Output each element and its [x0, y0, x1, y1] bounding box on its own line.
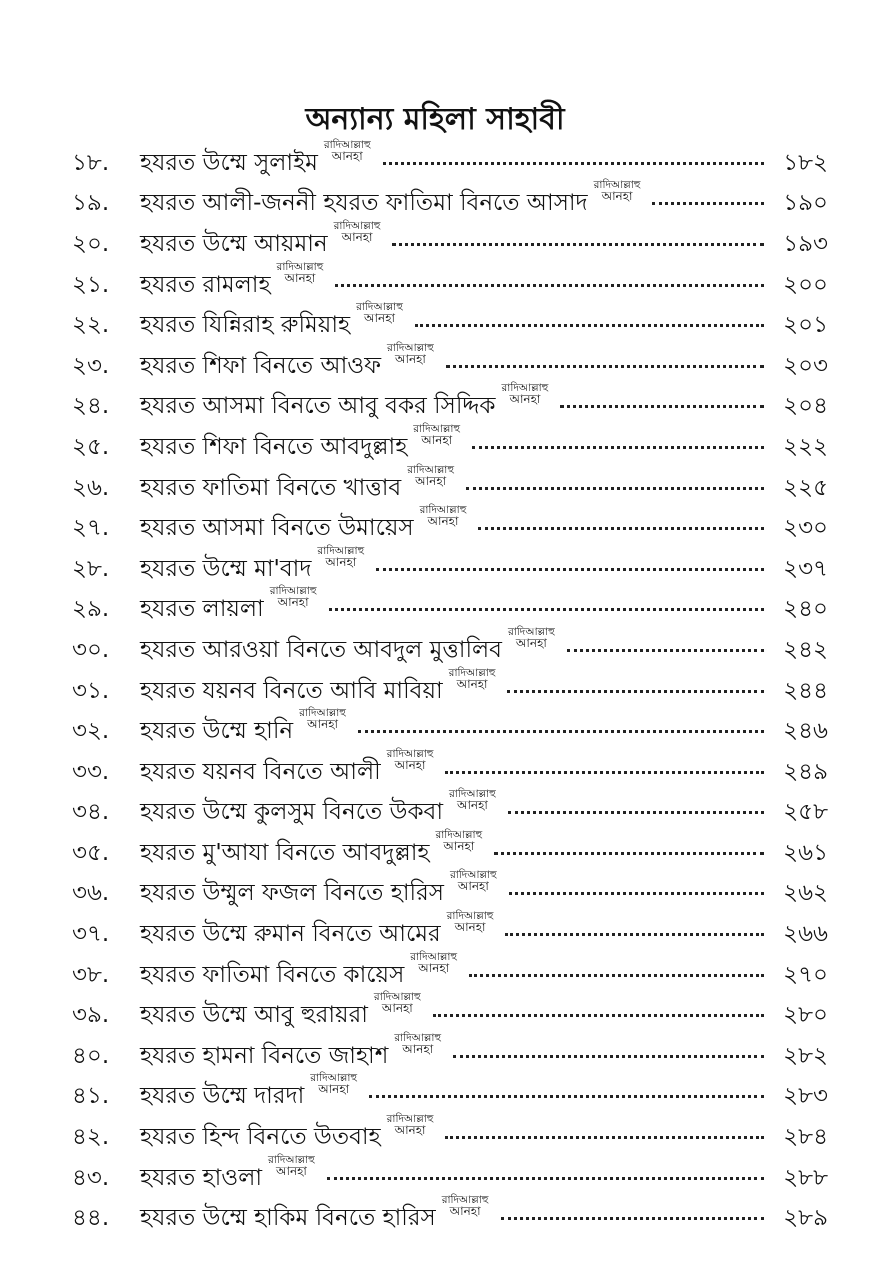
honorific-top: রাদিআল্লাহু	[410, 950, 458, 963]
dot-leader	[560, 387, 764, 408]
table-of-contents	[0, 138, 870, 1239]
toc-row[interactable]	[0, 1194, 870, 1239]
dot-leader	[508, 793, 764, 814]
entry-content	[140, 788, 828, 832]
page-number: ২৫৮	[783, 799, 828, 826]
entry-name: হযরত আলী-জননী হযরত ফাতিমা বিনতে আসাদ	[140, 190, 588, 217]
dot-leader	[383, 144, 764, 165]
entry-number: ৩২.	[72, 718, 110, 745]
honorific-bottom: আনহা	[443, 838, 475, 853]
dot-leader	[652, 184, 764, 205]
entry-name: হযরত উম্মে দারদা	[140, 1083, 305, 1110]
entry-number: ২৫.	[72, 433, 110, 460]
entry-content	[140, 382, 828, 426]
honorific	[270, 586, 317, 608]
dot-leader	[369, 1077, 764, 1098]
entry-name: হযরত উম্মে হাকিম বিনতে হারিস	[140, 1205, 436, 1232]
toc-row[interactable]	[0, 504, 870, 549]
honorific-top: রাদিআল্লাহু	[317, 544, 365, 557]
toc-row[interactable]	[0, 788, 870, 834]
toc-row[interactable]	[0, 585, 870, 631]
honorific-top: রাদিআল্লাহু	[419, 504, 467, 517]
entry-number: ৩০.	[72, 636, 110, 663]
entry-name: হযরত উম্মে আবু হুরায়রা	[140, 1002, 368, 1029]
dot-leader	[567, 631, 764, 652]
entry-name: হযরত শিফা বিনতে আওফ	[140, 352, 382, 379]
honorific-bottom: আনহা	[307, 717, 339, 732]
honorific	[324, 140, 371, 162]
entry-number: ৩৯.	[72, 1002, 110, 1029]
toc-row[interactable]	[0, 422, 870, 468]
page-number: ১৯৩	[783, 230, 828, 257]
entry-name: হযরত উম্মে সুলাইম	[140, 149, 318, 176]
entry-number: ৩৩.	[72, 758, 110, 785]
honorific-top: রাদিআল্লাহু	[333, 219, 381, 232]
toc-row[interactable]	[0, 991, 870, 1036]
entry-name: হযরত যয়নব বিনতে আবি মাবিয়া	[140, 677, 443, 704]
entry-number: ২৯.	[72, 596, 110, 623]
page-number: ১৯০	[783, 190, 828, 217]
honorific	[317, 546, 364, 568]
entry-content	[140, 463, 828, 508]
entry-name: হযরত লায়লা	[140, 596, 264, 623]
entry-name: হযরত উম্মে রুমান বিনতে আমের	[140, 921, 441, 948]
entry-content	[140, 666, 828, 711]
page-number: ২৬৬	[783, 921, 828, 948]
honorific-top: রাদিআল্লাহু	[269, 585, 317, 598]
honorific	[277, 262, 324, 284]
honorific-top: রাদিআল্লাহু	[373, 991, 421, 1004]
entry-number: ২৬.	[72, 474, 110, 501]
honorific	[594, 180, 641, 202]
entry-name: হযরত যয়নব বিনতে আলী	[140, 758, 381, 785]
page-number: ১৮২	[783, 149, 828, 176]
honorific-bottom: আনহা	[381, 1001, 413, 1016]
entry-name: হযরত ফাতিমা বিনতে কায়েস	[140, 961, 405, 988]
toc-row[interactable]	[0, 625, 870, 671]
page-number: ২৭০	[783, 961, 828, 988]
dot-leader	[445, 1118, 764, 1139]
entry-content	[140, 625, 828, 670]
honorific-top: রাদিআল্লাহু	[394, 1031, 442, 1044]
honorific	[299, 708, 346, 730]
entry-content	[140, 869, 828, 913]
toc-row[interactable]	[0, 301, 870, 346]
honorific	[387, 749, 434, 771]
page-number: ২২৫	[783, 474, 828, 501]
entry-number: ২০.	[72, 230, 110, 257]
entry-name: হযরত যিন্নিরাহ রুমিয়াহ	[140, 312, 351, 339]
dot-leader	[472, 428, 764, 449]
toc-row[interactable]	[0, 910, 870, 955]
toc-row[interactable]	[0, 1072, 870, 1118]
toc-row[interactable]	[0, 260, 870, 306]
toc-row[interactable]	[0, 1031, 870, 1077]
honorific	[334, 221, 381, 243]
honorific-top: রাদিআল্লাহু	[507, 625, 555, 638]
honorific	[508, 627, 555, 649]
entry-content	[140, 1031, 828, 1076]
honorific-bottom: আনহা	[418, 960, 450, 975]
honorific	[394, 1033, 441, 1055]
entry-content	[140, 341, 828, 386]
entry-content	[140, 504, 828, 548]
honorific-top: রাদিআল্লাহু	[386, 747, 434, 760]
honorific	[502, 383, 549, 405]
dot-leader	[501, 1199, 764, 1220]
dot-leader	[358, 712, 764, 733]
dot-leader	[509, 874, 764, 895]
page-number: ২৮৩	[783, 1083, 828, 1110]
toc-row[interactable]	[0, 707, 870, 752]
honorific-bottom: আনহা	[402, 1041, 434, 1056]
entry-content	[140, 828, 828, 873]
entry-content	[140, 1113, 828, 1157]
honorific-top: রাদিআল্লাহু	[593, 179, 641, 192]
honorific	[449, 668, 496, 690]
entry-name: হযরত আরওয়া বিনতে আবদুল মুত্তালিব	[140, 636, 502, 663]
page-number: ২৪২	[783, 636, 828, 663]
entry-number: ১৯.	[72, 190, 110, 217]
dot-leader	[335, 266, 764, 287]
page-number: ২৪৯	[783, 758, 828, 785]
entry-name: হযরত হামনা বিনতে জাহাশ	[140, 1042, 389, 1069]
honorific	[410, 952, 457, 974]
toc-row[interactable]	[0, 1113, 870, 1158]
honorific-top: রাদিআল্লাহু	[310, 1072, 358, 1085]
entry-content	[140, 422, 828, 467]
toc-row[interactable]	[0, 341, 870, 387]
toc-row[interactable]	[0, 869, 870, 915]
entry-name: হযরত মু'আযা বিনতে আবদুল্লাহ	[140, 839, 430, 866]
page-number: ২৬২	[783, 880, 828, 907]
entry-content	[140, 707, 828, 751]
honorific	[407, 465, 454, 487]
honorific	[268, 1155, 315, 1177]
toc-row[interactable]	[0, 544, 870, 590]
honorific-top: রাদিআল্লাহু	[299, 707, 346, 720]
honorific-top: রাদিআল্লাহু	[441, 1194, 489, 1207]
dot-leader	[329, 590, 764, 611]
entry-number: ৩৫.	[72, 839, 110, 866]
entry-name: হযরত আসমা বিনতে উমায়েস	[140, 515, 414, 542]
entry-number: ২৭.	[72, 515, 110, 542]
page-number: ২৪০	[783, 596, 828, 623]
entry-content	[140, 179, 828, 223]
entry-name: হযরত হিন্দ বিনতে উতবাহ	[140, 1124, 381, 1151]
dot-leader	[469, 956, 764, 977]
toc-row[interactable]	[0, 179, 870, 225]
honorific-bottom: আনহা	[456, 676, 488, 691]
honorific-bottom: আনহা	[284, 270, 316, 285]
honorific-bottom: আনহা	[277, 595, 309, 610]
dot-leader	[466, 469, 764, 490]
dot-leader	[433, 996, 764, 1017]
page-number: ২৩০	[783, 515, 828, 542]
honorific-bottom: আনহা	[331, 148, 363, 163]
entry-number: ৪২.	[72, 1124, 110, 1151]
entry-content	[140, 585, 828, 629]
honorific-bottom: আনহা	[364, 311, 395, 326]
honorific-bottom: আনহা	[427, 514, 459, 529]
page-number: ২০১	[783, 312, 828, 339]
entry-name: হযরত আসমা বিনতে আবু বকর সিদ্দিক	[140, 393, 496, 420]
toc-row[interactable]	[0, 828, 870, 874]
honorific-bottom: আনহা	[449, 1204, 481, 1219]
entry-number: ৪৩.	[72, 1164, 110, 1191]
dot-leader	[494, 834, 764, 855]
entry-name: হযরত উম্মে আয়মান	[140, 230, 328, 257]
section-title: অন্যান্য মহিলা সাহাবী	[305, 102, 565, 137]
entry-number: ২৩.	[72, 352, 110, 379]
page-number: ২৩৭	[783, 555, 828, 582]
honorific-top: রাদিআল্লাহু	[387, 341, 434, 354]
honorific	[420, 505, 467, 527]
honorific-bottom: আনহা	[341, 229, 373, 244]
honorific-top: রাদিআল্লাহু	[413, 422, 461, 435]
toc-row[interactable]	[0, 463, 870, 509]
dot-leader	[505, 915, 764, 936]
honorific-bottom: আনহা	[394, 351, 426, 366]
page-number: ২৮০	[783, 1002, 828, 1029]
dot-leader	[445, 753, 764, 774]
page-number: ২২২	[783, 433, 828, 460]
dot-leader	[478, 509, 764, 530]
entry-content	[140, 219, 828, 264]
entry-name: হযরত শিফা বিনতে আবদুল্লাহ	[140, 433, 408, 460]
honorific-top: রাদিআল্লাহু	[356, 301, 403, 314]
honorific	[442, 1195, 489, 1217]
entry-content	[140, 747, 828, 792]
honorific-bottom: আনহা	[318, 1082, 350, 1097]
toc-row[interactable]	[0, 219, 870, 265]
entry-name: হযরত উম্মে হানি	[140, 718, 294, 745]
dot-leader	[376, 550, 764, 571]
page-number: ২৮৮	[783, 1164, 828, 1191]
entry-number: ৩৭.	[72, 921, 110, 948]
entry-number: ৩৮.	[72, 961, 110, 988]
toc-row[interactable]	[0, 950, 870, 996]
honorific-top: রাদিআল্লাহু	[268, 1153, 315, 1166]
entry-number: ৩১.	[72, 677, 110, 704]
entry-content	[140, 544, 828, 589]
entry-number: ৩৪.	[72, 799, 110, 826]
entry-number: ২১.	[72, 271, 110, 298]
honorific-bottom: আনহা	[325, 554, 357, 569]
honorific-top: রাদিআল্লাহু	[386, 1113, 434, 1126]
entry-name: হযরত ফাতিমা বিনতে খাত্তাব	[140, 474, 402, 501]
entry-number: ১৮.	[72, 149, 110, 176]
page-number: ২০৪	[783, 393, 828, 420]
honorific-top: রাদিআল্লাহু	[407, 463, 455, 476]
dot-leader	[392, 225, 764, 246]
entry-content	[140, 1072, 828, 1116]
honorific	[413, 424, 460, 446]
page-number: ২০৩	[783, 352, 828, 379]
page-number: ২৬১	[783, 839, 828, 866]
toc-row[interactable]	[0, 747, 870, 793]
honorific	[310, 1073, 357, 1095]
honorific-bottom: আনহা	[457, 879, 489, 894]
honorific-top: রাদিআল্লাহু	[435, 828, 483, 841]
entry-number: ২২.	[72, 312, 110, 339]
page-number: ২০০	[783, 271, 828, 298]
page-number: ২৮২	[783, 1042, 828, 1069]
honorific-top: রাদিআল্লাহু	[448, 666, 496, 679]
page-number: ২৪৪	[783, 677, 828, 704]
honorific	[356, 302, 403, 324]
honorific	[449, 789, 496, 811]
entry-number: ২৪.	[72, 393, 110, 420]
dot-leader	[415, 306, 764, 327]
honorific-top: রাদিআল্লাহু	[446, 910, 494, 923]
entry-number: ৪১.	[72, 1083, 110, 1110]
entry-number: ৩৬.	[72, 880, 110, 907]
toc-row[interactable]	[0, 138, 870, 184]
honorific-bottom: আনহা	[394, 757, 426, 772]
honorific	[374, 992, 421, 1014]
entry-name: হযরত রামলাহ	[140, 271, 271, 298]
honorific-bottom: আনহা	[275, 1163, 307, 1178]
honorific	[435, 830, 482, 852]
toc-row[interactable]	[0, 666, 870, 712]
honorific-bottom: আনহা	[456, 798, 488, 813]
honorific	[387, 1114, 434, 1136]
honorific-bottom: আনহা	[601, 189, 633, 204]
dot-leader	[507, 672, 764, 693]
entry-content	[140, 1153, 828, 1198]
honorific-bottom: আনহা	[509, 392, 541, 407]
honorific-bottom: আনহা	[394, 1123, 426, 1138]
honorific	[450, 870, 497, 892]
entry-content	[140, 950, 828, 995]
entry-number: ২৮.	[72, 555, 110, 582]
entry-name: হযরত হাওলা	[140, 1164, 263, 1191]
honorific-bottom: আনহা	[454, 920, 486, 935]
entry-content	[140, 260, 828, 305]
honorific-top: রাদিআল্লাহু	[501, 382, 549, 395]
entry-number: ৪৪.	[72, 1205, 110, 1232]
honorific-top: রাদিআল্লাহু	[449, 788, 496, 801]
toc-row[interactable]	[0, 1153, 870, 1199]
honorific-top: রাদিআল্লাহু	[276, 260, 324, 273]
honorific-top: রাদিআল্লাহু	[449, 869, 497, 882]
honorific-top: রাদিআল্লাহু	[323, 138, 371, 151]
toc-row[interactable]	[0, 382, 870, 428]
page-number: ২৪৬	[783, 718, 828, 745]
honorific	[447, 911, 494, 933]
entry-number: ৪০.	[72, 1042, 110, 1069]
entry-name: হযরত উম্মে মা'বাদ	[140, 555, 312, 582]
entry-content	[140, 301, 828, 345]
entry-content	[140, 910, 828, 954]
honorific-bottom: আনহা	[415, 473, 447, 488]
dot-leader	[327, 1159, 764, 1180]
entry-content	[140, 138, 828, 183]
honorific	[387, 343, 434, 365]
entry-name: হযরত উম্মুল ফজল বিনতে হারিস	[140, 880, 444, 907]
dot-leader	[446, 347, 764, 368]
entry-content	[140, 1194, 828, 1238]
entry-name: হযরত উম্মে কুলসুম বিনতে উকবা	[140, 799, 444, 826]
page-number: ২৮৯	[783, 1205, 828, 1232]
entry-content	[140, 991, 828, 1035]
honorific-bottom: আনহা	[515, 635, 547, 650]
honorific-bottom: আনহা	[421, 432, 453, 447]
dot-leader	[453, 1037, 764, 1058]
page-number: ২৮৪	[783, 1124, 828, 1151]
